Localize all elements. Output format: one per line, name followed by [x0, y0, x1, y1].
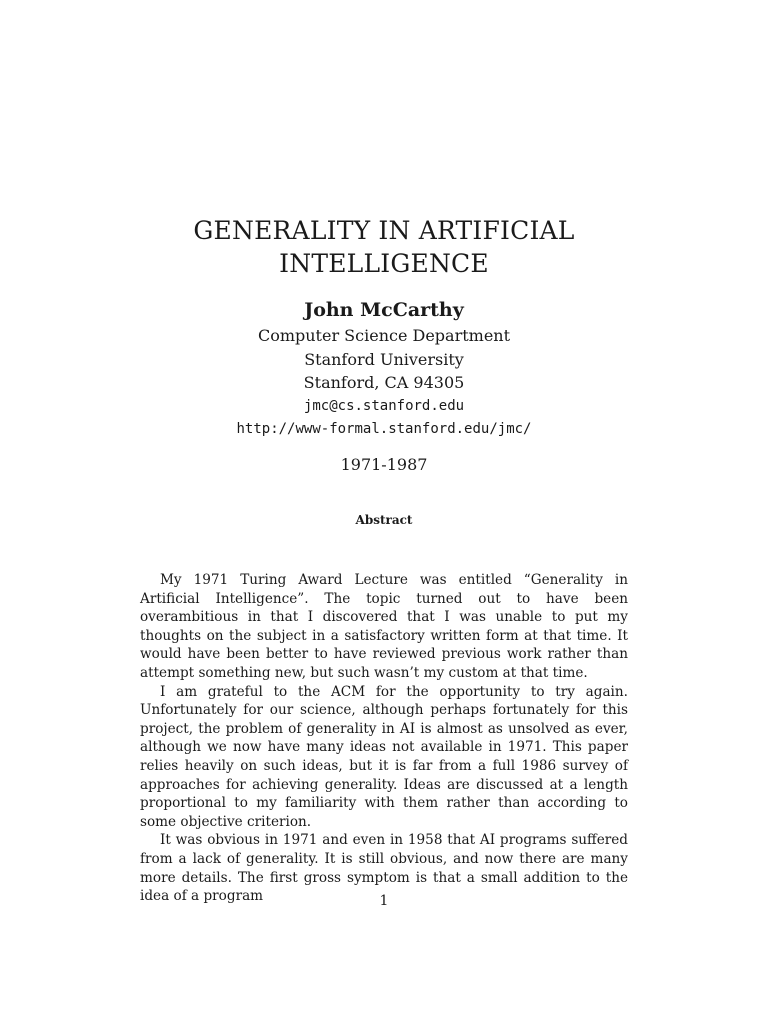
affiliation-location: Stanford, CA 94305	[303, 373, 465, 392]
title-line-2: INTELLIGENCE	[279, 249, 489, 278]
author-name: John McCarthy	[304, 299, 464, 321]
abstract-heading: Abstract	[355, 513, 413, 527]
paper-title	[0, 214, 768, 280]
affiliation-department: Computer Science Department	[257, 326, 511, 345]
affiliation-university: Stanford University	[304, 349, 464, 369]
paper-dates: 1971-1987	[340, 455, 428, 474]
abstract-paragraph-1: My 1971 Turing Award Lecture was entitled “Generality in Artificial Intelligence”. The topic turned out to have been overambitious in that I discovered that I was unable to put my thoughts on the subject in a satisfactory written form at that time. It would have been better to have reviewed previous work rather than attempt something new, but such wasn’t my custom at that time.	[140, 572, 628, 681]
author-affiliation	[0, 324, 768, 442]
author-email: jmc@cs.stanford.edu	[303, 397, 465, 414]
abstract-paragraph-2: I am grateful to the ACM for the opportunity to try again. Unfortunately for our science, although perhaps fortunately for this project, the problem of generality in AI is almost as unsolved as ever, although we now have many ideas not available in 1971. This paper relies heavily on such ideas, but it is far from a full 1986 survey of approaches for achieving generality. Ideas are discussed at a length proportional to my familiarity with them rather than according to some objective criterion.	[140, 683, 628, 830]
page-number: 1	[379, 893, 389, 909]
abstract-paragraph-3: It was obvious in 1971 and even in 1958 that AI programs suffered from a lack of generality. It is still obvious, and now there are many more details. The first gross symptom is that a small addition to the idea of a program	[140, 832, 628, 905]
abstract-body	[140, 571, 628, 906]
title-line-1: GENERALITY IN ARTIFICIAL	[193, 216, 575, 245]
author-url: http://www-formal.stanford.edu/jmc/	[236, 421, 532, 437]
